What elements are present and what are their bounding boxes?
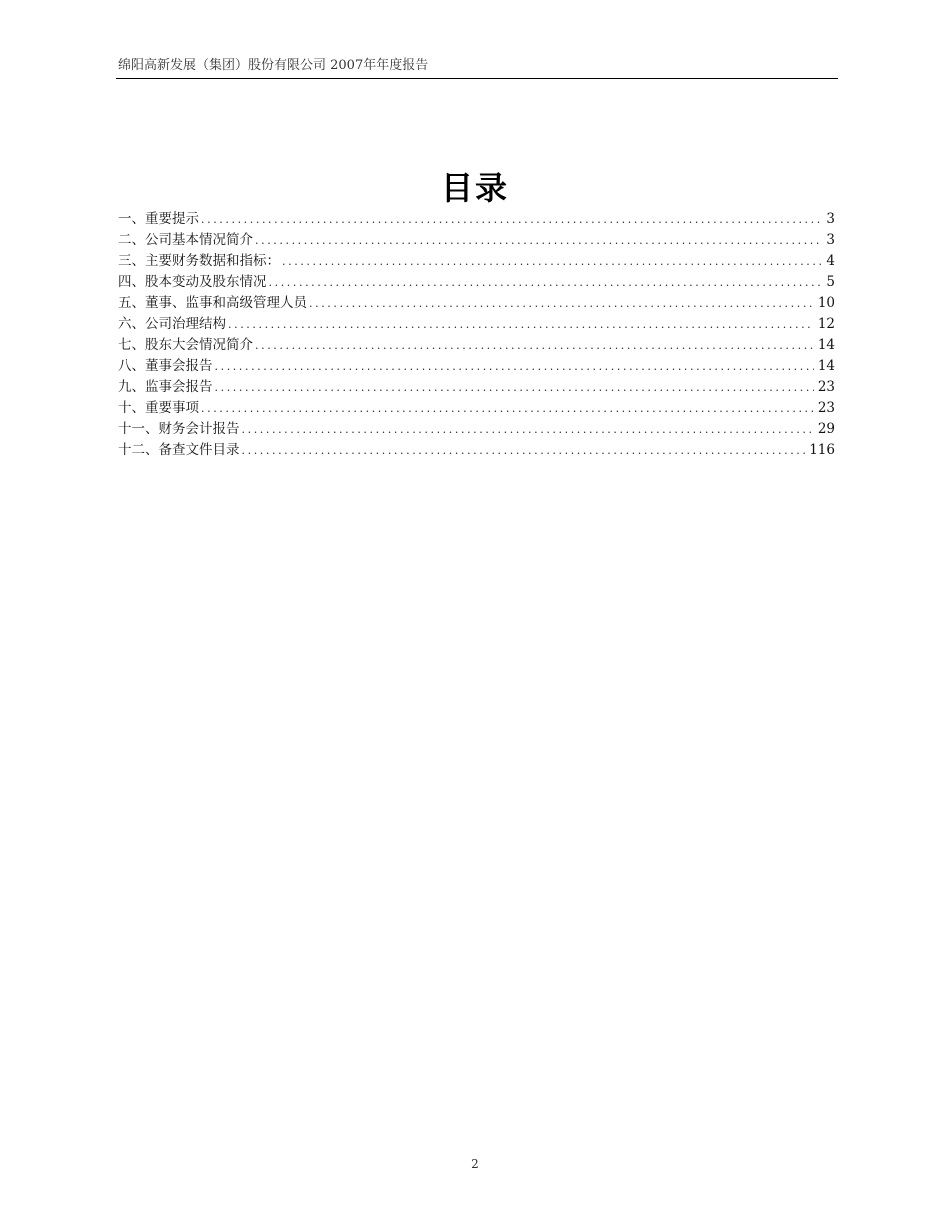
toc-dot-leader xyxy=(215,377,814,398)
toc-entry-reference-documents[interactable] xyxy=(118,440,835,461)
toc-entry-supervisory-report[interactable] xyxy=(118,377,835,398)
toc-entry-label: 十二、备查文件目录 xyxy=(118,442,240,458)
toc-entry-label: 三、主要财务数据和指标： xyxy=(118,253,280,269)
toc-dot-leader xyxy=(242,419,814,440)
header-rule xyxy=(116,78,838,79)
toc-dot-leader xyxy=(282,251,822,272)
toc-entry-directors-management[interactable] xyxy=(118,293,835,314)
toc-entry-financial-indicators[interactable] xyxy=(118,251,835,272)
toc-entry-corporate-governance[interactable] xyxy=(118,314,835,335)
page-header: 绵阳高新发展（集团）股份有限公司 2007年年度报告 xyxy=(118,58,429,73)
toc-dot-leader xyxy=(201,209,822,230)
toc-entry-label: 六、公司治理结构 xyxy=(118,316,226,332)
toc-entry-label: 八、董事会报告 xyxy=(118,358,213,374)
toc-entry-shareholder-meetings[interactable] xyxy=(118,335,835,356)
toc-entry-page: 4 xyxy=(826,253,835,269)
toc-entry-page: 10 xyxy=(817,295,835,311)
toc-entry-page: 14 xyxy=(817,337,835,353)
toc-entry-page: 5 xyxy=(826,274,835,290)
toc-entry-company-profile[interactable] xyxy=(118,230,835,251)
toc-entry-page: 116 xyxy=(809,442,835,458)
toc-entry-label: 九、监事会报告 xyxy=(118,379,213,395)
toc-dot-leader xyxy=(201,398,814,419)
toc-entry-financial-report[interactable] xyxy=(118,419,835,440)
toc-entry-page: 23 xyxy=(817,379,835,395)
toc-entry-label: 十一、财务会计报告 xyxy=(118,421,240,437)
toc-entry-page: 29 xyxy=(817,421,835,437)
toc-dot-leader xyxy=(242,440,806,461)
toc-entry-page: 3 xyxy=(826,232,835,248)
toc-entry-label: 四、股本变动及股东情况 xyxy=(118,274,267,290)
toc-entry-label: 五、董事、监事和高级管理人员 xyxy=(118,295,307,311)
toc-dot-leader xyxy=(255,230,822,251)
toc-entry-label: 一、重要提示 xyxy=(118,211,199,227)
toc-entry-page: 14 xyxy=(817,358,835,374)
toc-entry-share-changes[interactable] xyxy=(118,272,835,293)
toc-dot-leader xyxy=(228,314,814,335)
toc-entry-label: 十、重要事项 xyxy=(118,400,199,416)
toc-entry-label: 二、公司基本情况简介 xyxy=(118,232,253,248)
page-number: 2 xyxy=(471,1157,479,1171)
table-of-contents xyxy=(118,209,835,461)
toc-dot-leader xyxy=(269,272,823,293)
toc-entry-important-notice[interactable] xyxy=(118,209,835,230)
toc-entry-page: 3 xyxy=(826,211,835,227)
toc-entry-label: 七、股东大会情况简介 xyxy=(118,337,253,353)
toc-dot-leader xyxy=(255,335,814,356)
toc-entry-page: 23 xyxy=(817,400,835,416)
toc-entry-board-report[interactable] xyxy=(118,356,835,377)
toc-entry-significant-events[interactable] xyxy=(118,398,835,419)
toc-dot-leader xyxy=(309,293,814,314)
toc-entry-page: 12 xyxy=(817,316,835,332)
toc-title: 目录 xyxy=(440,169,509,207)
toc-dot-leader xyxy=(215,356,814,377)
